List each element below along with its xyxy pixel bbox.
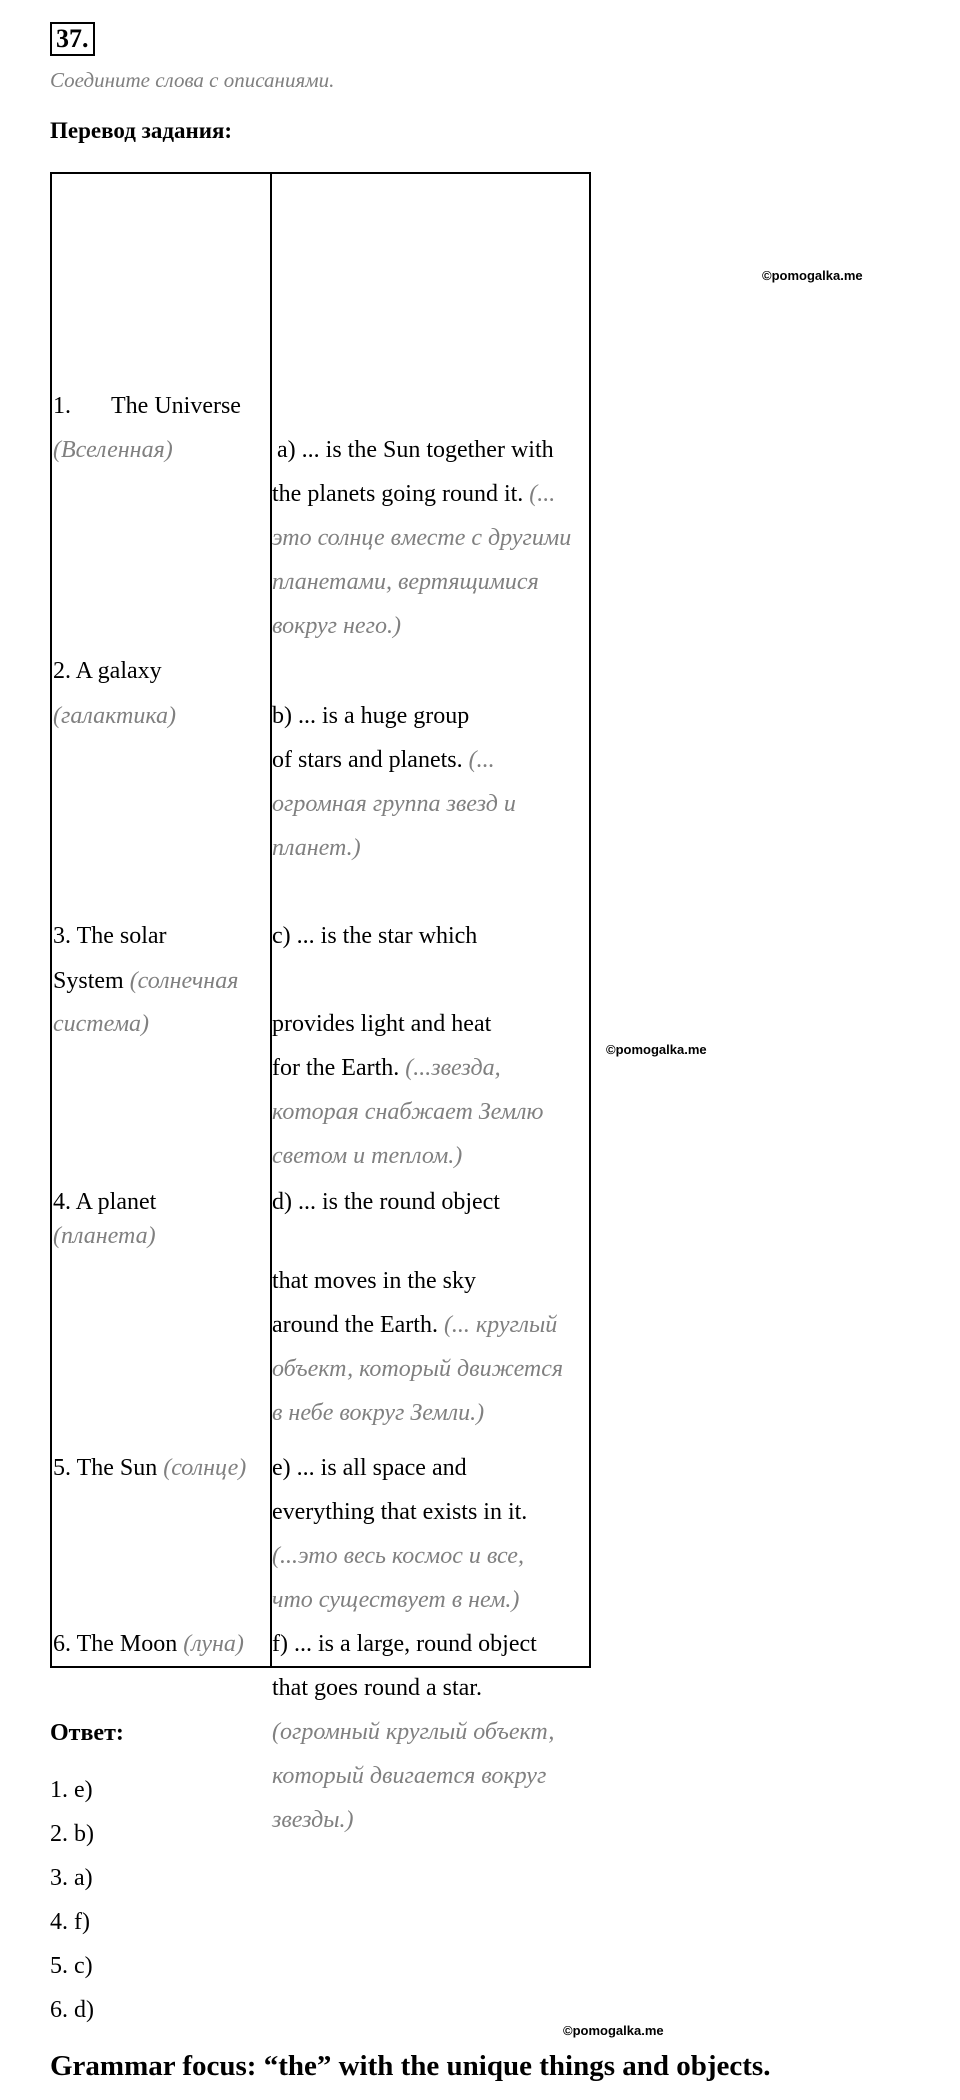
term-4-ru: (планета) (53, 1223, 156, 1249)
definition-e-line2: everything that exists in it. (272, 1499, 528, 1525)
definition-d-ru-line5: в небе вокруг Земли.) (272, 1400, 485, 1426)
definition-d-ru-line4: объект, который движется (272, 1356, 564, 1382)
term-2-en: 2. A galaxy (53, 658, 162, 684)
answer-title: Ответ: (50, 1720, 124, 1746)
definition-b-en: of stars and planets. (272, 747, 463, 773)
definition-d-line1: d) ... is the round object (272, 1189, 500, 1215)
definition-a-ru-line5: вокруг него.) (272, 613, 401, 639)
instruction-text: Соедините слова с описаниями. (50, 68, 335, 92)
term-2-ru: (галактика) (53, 703, 176, 729)
definition-c-line2: provides light and heat (272, 1011, 492, 1037)
definition-d-ru-start: (... круглый (443, 1312, 558, 1338)
definition-e-ru-line3: (...это весь космос и все, (272, 1543, 524, 1569)
term-6 (53, 1622, 244, 1666)
answer-item-1: 1. e) (50, 1777, 93, 1803)
definition-c-ru-line4: которая снабжает Землю (272, 1099, 544, 1125)
definition-f-ru-line3: (огромный круглый объект, (272, 1719, 555, 1745)
definition-c-ru-line5: светом и теплом.) (272, 1143, 463, 1169)
term-3-en: 3. The solar (53, 923, 167, 949)
watermark: ©pomogalka.me (762, 268, 863, 283)
term-5-ru: (солнце) (163, 1455, 247, 1481)
definition-c-en: for the Earth. (272, 1055, 400, 1081)
term-1-ru: (Вселенная) (53, 437, 173, 463)
definition-a-ru-line3: это солнце вместе с другими (272, 525, 572, 551)
answer-item-4: 4. f) (50, 1909, 90, 1935)
definition-c-line1: c) ... is the star which (272, 923, 478, 949)
definition-c-ru-start: (...звезда, (405, 1055, 501, 1081)
term-1 (53, 384, 241, 428)
definition-d-en: around the Earth. (272, 1312, 438, 1338)
answer-item-5: 5. c) (50, 1953, 93, 1979)
watermark: ©pomogalka.me (606, 1042, 707, 1057)
definition-f-line2: that goes round a star. (272, 1675, 482, 1701)
definition-d-line3 (272, 1303, 557, 1347)
term-1-en: The Universe (111, 393, 241, 419)
definition-c-line3 (272, 1046, 501, 1090)
definition-a-en: the planets going round it. (272, 481, 524, 507)
translation-heading: Перевод задания: (50, 118, 233, 143)
definition-a-line2 (272, 472, 555, 516)
grammar-focus: Grammar focus: “the” with the unique things and objects. (50, 2050, 771, 2082)
definition-b-line2 (272, 738, 495, 782)
definition-b-ru-start: (... (468, 747, 495, 773)
definition-a-ru-line4: планетами, вертящимися (272, 569, 539, 595)
term-1-number: 1. (53, 393, 71, 419)
definition-e-line1: e) ... is all space and (272, 1455, 467, 1481)
term-5 (53, 1446, 246, 1490)
term-6-ru: (луна) (183, 1631, 244, 1657)
term-3-en-cont: System (53, 968, 124, 994)
definition-f-ru-line4: который двигается вокруг (272, 1763, 547, 1789)
exercise-number: 37. (50, 22, 95, 56)
watermark: ©pomogalka.me (563, 2023, 664, 2038)
definition-b-ru-line3: огромная группа звезд и (272, 791, 516, 817)
definition-a-ru-start: (... (529, 481, 556, 507)
term-3-line2 (53, 959, 238, 1003)
term-3-ru: (солнечная (129, 968, 239, 994)
answer-item-2: 2. b) (50, 1821, 94, 1847)
definition-e-ru-line4: что существует в нем.) (272, 1587, 520, 1613)
definition-b-ru-line4: планет.) (272, 835, 361, 861)
term-6-en: 6. The Moon (53, 1631, 178, 1657)
term-5-en: 5. The Sun (53, 1455, 158, 1481)
definition-f-line1: f) ... is a large, round object (272, 1631, 537, 1657)
definition-a-line1: a) ... is the Sun together with (277, 437, 554, 463)
term-4-en: 4. A planet (53, 1189, 157, 1215)
definition-b-line1: b) ... is a huge group (272, 703, 470, 729)
definition-f-ru-line5: звезды.) (272, 1807, 354, 1833)
term-3-ru-cont: система) (53, 1011, 149, 1037)
answer-item-3: 3. a) (50, 1865, 93, 1891)
answer-item-6: 6. d) (50, 1997, 94, 2023)
definition-d-line2: that moves in the sky (272, 1268, 476, 1294)
